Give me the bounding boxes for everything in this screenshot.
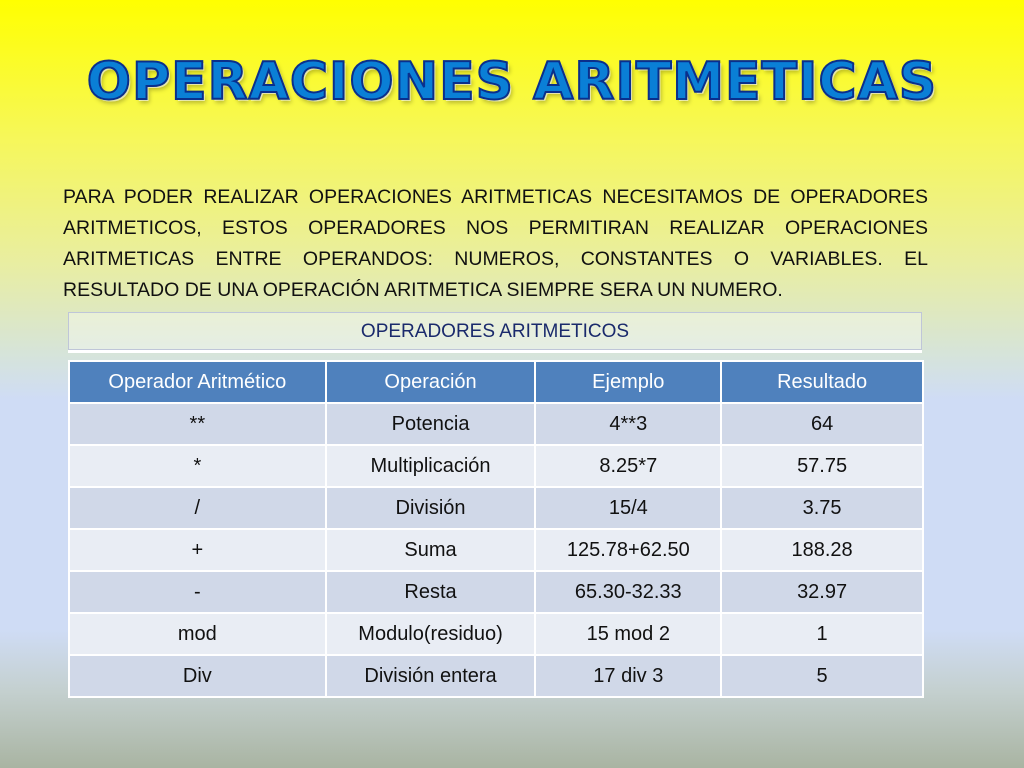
- cell-result: 64: [721, 403, 923, 445]
- intro-paragraph: PARA PODER REALIZAR OPERACIONES ARITMETICAS NECESITAMOS DE OPERADORES ARITMETICOS, ESTOS OPERADORES NOS PERMITIRAN REALIZAR OPERACIONES ARITMETICAS ENTRE OPERANDOS: NUMEROS, CONSTANTES O VARIABLES. EL RESULTADO DE UNA OPERACIÓN ARITMETICA SIEMPRE SERA UN NUMERO.: [63, 186, 928, 301]
- header-example: Ejemplo: [535, 361, 721, 403]
- cell-operation: División: [326, 487, 536, 529]
- caption-divider: [68, 350, 922, 353]
- cell-operation: Suma: [326, 529, 536, 571]
- table-row: [69, 529, 923, 571]
- cell-example: 8.25*7: [535, 445, 721, 487]
- cell-operation: Potencia: [326, 403, 536, 445]
- cell-operator: Div: [69, 655, 326, 697]
- table-header-row: [69, 361, 923, 403]
- header-operator: Operador Aritmético: [69, 361, 326, 403]
- table-row: [69, 445, 923, 487]
- cell-operator: /: [69, 487, 326, 529]
- table-row: [69, 571, 923, 613]
- cell-example: 17 div 3: [535, 655, 721, 697]
- table-caption: OPERADORES ARITMETICOS: [68, 312, 922, 350]
- cell-operator: mod: [69, 613, 326, 655]
- cell-example: 15/4: [535, 487, 721, 529]
- cell-operator: -: [69, 571, 326, 613]
- cell-operator: *: [69, 445, 326, 487]
- cell-example: 15 mod 2: [535, 613, 721, 655]
- header-operation: Operación: [326, 361, 536, 403]
- slide-title: OPERACIONES ARITMETICAS: [86, 52, 938, 112]
- cell-operator: **: [69, 403, 326, 445]
- table-row: [69, 403, 923, 445]
- cell-result: 5: [721, 655, 923, 697]
- cell-operation: Multiplicación: [326, 445, 536, 487]
- table-row: [69, 487, 923, 529]
- table-row: [69, 655, 923, 697]
- table-row: [69, 613, 923, 655]
- cell-operation: División entera: [326, 655, 536, 697]
- operators-table: [68, 360, 924, 698]
- cell-example: 4**3: [535, 403, 721, 445]
- cell-result: 32.97: [721, 571, 923, 613]
- cell-result: 57.75: [721, 445, 923, 487]
- cell-operator: +: [69, 529, 326, 571]
- cell-operation: Resta: [326, 571, 536, 613]
- cell-operation: Modulo(residuo): [326, 613, 536, 655]
- header-result: Resultado: [721, 361, 923, 403]
- cell-example: 125.78+62.50: [535, 529, 721, 571]
- cell-result: 188.28: [721, 529, 923, 571]
- cell-result: 3.75: [721, 487, 923, 529]
- cell-example: 65.30-32.33: [535, 571, 721, 613]
- cell-result: 1: [721, 613, 923, 655]
